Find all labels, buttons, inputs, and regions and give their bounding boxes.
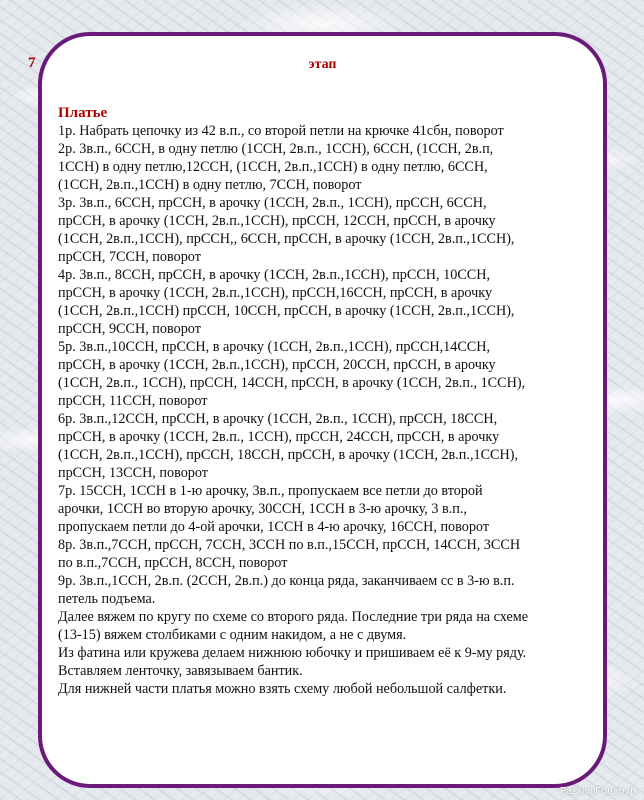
- instruction-body: [58, 122, 590, 698]
- instruction-line: 9р. 3в.п.,1ССН, 2в.п. (2ССН, 2в.п.) до конца ряда, заканчиваем сс в 3-ю в.п.: [58, 573, 515, 589]
- instruction-line: прССН, в арочку (1ССН, 2в.п.,1ССН), прССН, 20ССН, прССН, в арочку: [58, 357, 496, 373]
- instruction-line: прССН, 9ССН, поворот: [58, 321, 201, 337]
- instruction-line: (1ССН, 2в.п.,1ССН), прССН, 18ССН, прССН, в арочку (1ССН, 2в.п.,1ССН),: [58, 447, 519, 463]
- instruction-line: 2р. 3в.п., 6ССН, в одну петлю (1ССН, 2в.п., 1ССН), 6ССН, (1ССН, 2в.п,: [58, 141, 494, 157]
- instruction-line: Вставляем ленточку, завязываем бантик.: [58, 663, 303, 679]
- step-number: 7: [28, 55, 36, 71]
- instruction-card: [38, 32, 607, 788]
- instruction-line: прССН, 7ССН, поворот: [58, 249, 201, 265]
- instruction-line: прССН, в арочку (1ССН, 2в.п., 1ССН), прССН, 24ССН, прССН, в арочку: [58, 429, 500, 445]
- instruction-line: по в.п.,7ССН, прССН, 8ССН, поворот: [58, 555, 288, 571]
- instruction-line: прССН, 11ССН, поворот: [58, 393, 208, 409]
- instruction-line: (1ССН, 2в.п.,1ССН) прССН, 10ССН, прССН, в арочку (1ССН, 2в.п.,1ССН),: [58, 303, 515, 319]
- instruction-line: 5р. 3в.п.,10ССН, прССН, в арочку (1ССН, 2в.п.,1ССН), прССН,14ССН,: [58, 339, 491, 355]
- instruction-line: (1ССН, 2в.п.,1ССН), прССН,, 6ССН, прССН, в арочку (1ССН, 2в.п.,1ССН),: [58, 231, 515, 247]
- instruction-line: Из фатина или кружева делаем нижнюю юбочку и пришиваем её к 9-му ряду.: [58, 645, 527, 661]
- instruction-line: петель подъема.: [58, 591, 156, 607]
- instruction-content: [58, 104, 590, 698]
- instruction-line: 6р. 3в.п.,12ССН, прССН, в арочку (1ССН, 2в.п., 1ССН), прССН, 18ССН,: [58, 411, 498, 427]
- instruction-line: (1ССН, 2в.п., 1ССН), прССН, 14ССН, прССН, в арочку (1ССН, 2в.п., 1ССН),: [58, 375, 526, 391]
- instruction-line: прССН, в арочку (1ССН, 2в.п.,1ССН), прССН,16ССН, прССН, в арочку: [58, 285, 493, 301]
- instruction-line: 4р. 3в.п., 8ССН, прССН, в арочку (1ССН, 2в.п.,1ССН), прССН, 10ССН,: [58, 267, 491, 283]
- instruction-line: 7р. 15ССН, 1ССН в 1-ю арочку, 3в.п., пропускаем все петли до второй: [58, 483, 483, 499]
- instruction-line: прССН, в арочку (1ССН, 2в.п.,1ССН), прССН, 12ССН, прССН, в арочку: [58, 213, 496, 229]
- instruction-line: 1р. Набрать цепочку из 42 в.п., со второй петли на крючке 41сбн, поворот: [58, 123, 504, 139]
- instruction-line: (13-15) вяжем столбиками с одним накидом, а не с двумя.: [58, 627, 407, 643]
- instruction-line: Далее вяжем по кругу по схеме со второго ряда. Последние три ряда на схеме: [58, 609, 529, 625]
- section-heading: Платье: [58, 105, 108, 121]
- instruction-line: 1ССН) в одну петлю,12ССН, (1ССН, 2в.п.,1ССН) в одну петлю, 6ССН,: [58, 159, 488, 175]
- instruction-line: пропускаем петли до 4-ой арочки, 1ССН в 4-ю арочку, 16ССН, поворот: [58, 519, 490, 535]
- instruction-line: арочки, 1ССН во вторую арочку, 30ССН, 1ССН в 3-ю арочку, 3 в.п.,: [58, 501, 467, 517]
- instruction-line: 8р. 3в.п.,7ССН, прССН, 7ССН, 3ССН по в.п.,15ССН, прССН, 14ССН, 3ССН: [58, 537, 521, 553]
- stage-title: этап: [308, 57, 337, 72]
- instruction-line: (1ССН, 2в.п.,1ССН) в одну петлю, 7ССН, поворот: [58, 177, 362, 193]
- instruction-line: Для нижней части платья можно взять схему любой небольшой салфетки.: [58, 681, 507, 697]
- instruction-line: 3р. 3в.п., 6ССН, прССН, в арочку (1ССН, 2в.п., 1ССН), прССН, 6ССН,: [58, 195, 487, 211]
- watermark: PassionForum.ru: [559, 786, 636, 797]
- instruction-line: прССН, 13ССН, поворот: [58, 465, 208, 481]
